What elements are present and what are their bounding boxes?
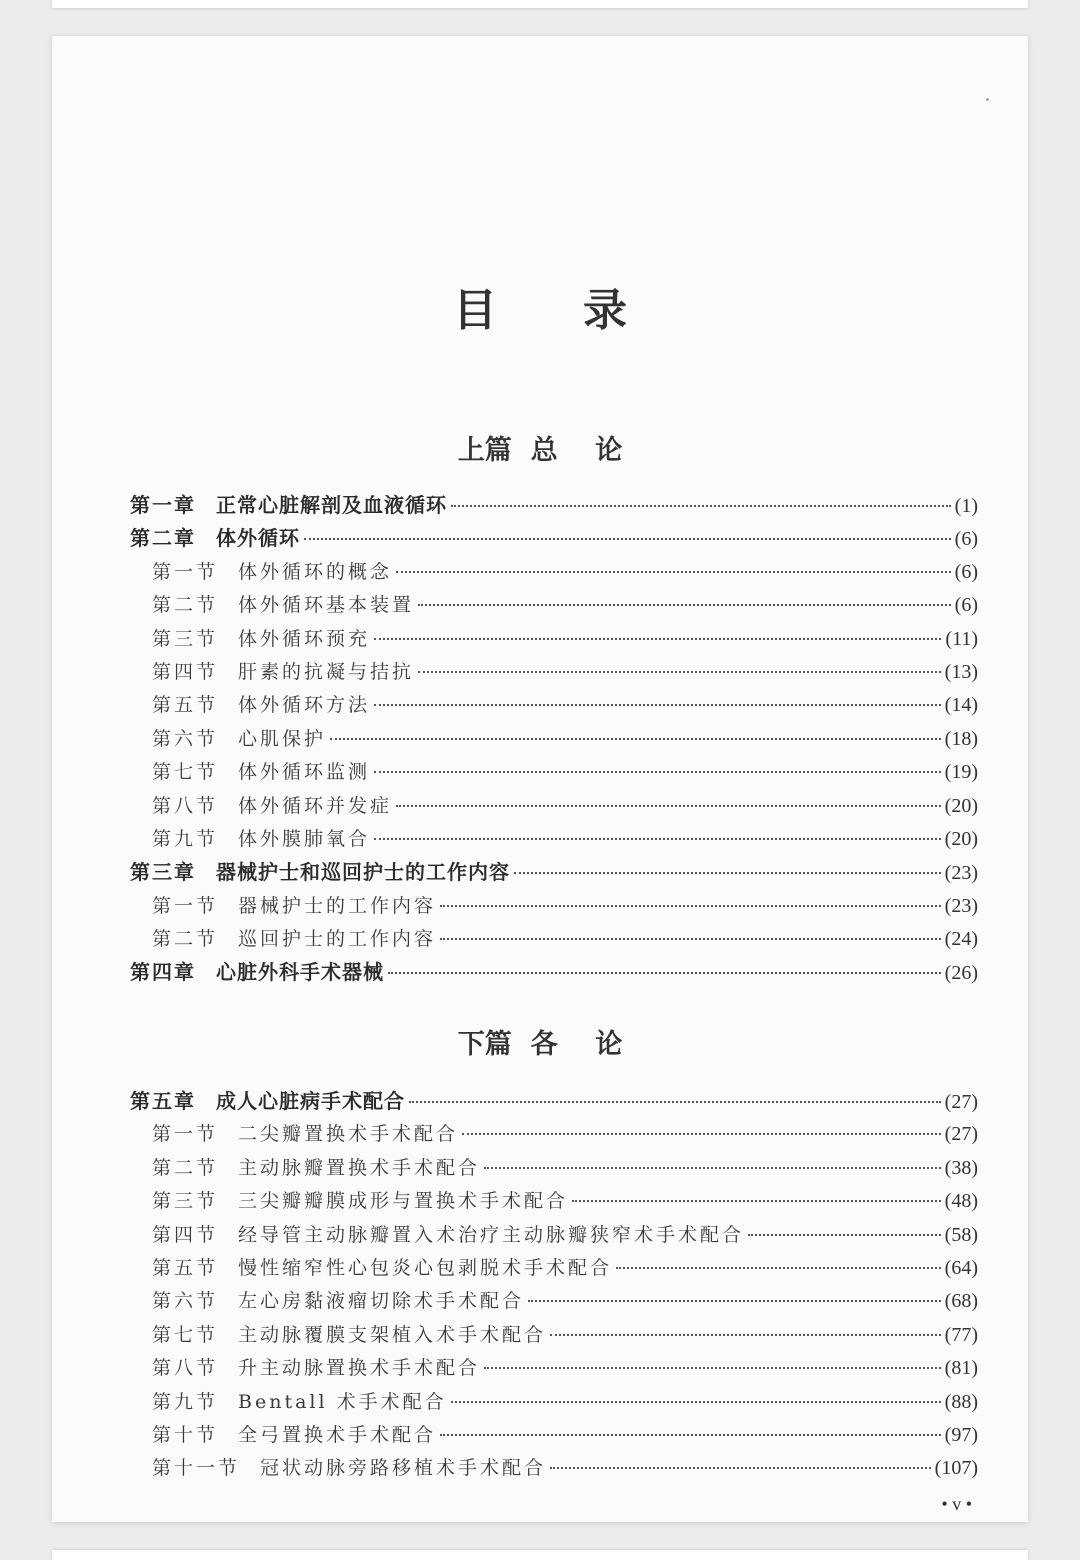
entry-title: 体外循环并发症 — [238, 794, 393, 817]
entry-title: 左心房黏液瘤切除术手术配合 — [238, 1290, 525, 1313]
dot-leader — [550, 1333, 941, 1336]
entry-title: 体外循环的概念 — [238, 560, 393, 583]
entry-page-number: (6) — [954, 560, 978, 583]
toc-entry-section — [130, 823, 978, 856]
toc-entry-section — [130, 756, 978, 789]
entry-number: 第十一节 — [152, 1457, 241, 1480]
toc-entry-section — [130, 623, 978, 656]
entry-number: 第十节 — [152, 1423, 219, 1446]
entry-title: 器械护士和巡回护士的工作内容 — [216, 860, 510, 885]
toc-entry-section — [130, 1285, 978, 1318]
toc-entry-section — [130, 656, 978, 689]
entry-page-number: (18) — [944, 727, 978, 750]
entry-page-number: (27) — [944, 1123, 978, 1146]
dot-leader — [396, 804, 941, 807]
entry-page-number: (68) — [944, 1290, 978, 1313]
toc-entry-section — [130, 790, 978, 823]
entry-page-number: (20) — [944, 794, 978, 817]
entry-title: 冠状动脉旁路移植术手术配合 — [260, 1457, 547, 1480]
part-title-1: 上篇 总 论 — [457, 435, 623, 466]
dot-leader — [388, 971, 941, 974]
dot-leader — [374, 637, 941, 640]
toc-entry-section — [130, 1252, 978, 1285]
entry-page-number: (26) — [944, 962, 978, 985]
entry-number: 第五节 — [152, 694, 219, 717]
dot-leader — [440, 1433, 941, 1436]
toc-list-part-1 — [130, 489, 978, 990]
entry-page-number: (11) — [945, 627, 978, 650]
toc-entry-section — [130, 1219, 978, 1252]
entry-number: 第六节 — [152, 1290, 219, 1313]
dot-leader — [418, 670, 941, 673]
document-page — [52, 36, 1028, 1522]
entry-number: 第八节 — [152, 1357, 219, 1380]
entry-page-number: (97) — [944, 1423, 978, 1446]
entry-title: 心脏外科手术器械 — [216, 960, 384, 985]
entry-title: 体外循环基本装置 — [238, 594, 415, 617]
toc-title: 目录 — [453, 285, 713, 336]
page-folio: • v • — [941, 1494, 972, 1514]
toc-entry-chapter — [130, 1085, 978, 1118]
entry-title: Bentall 术手术配合 — [238, 1390, 447, 1413]
entry-number: 第一节 — [152, 894, 219, 917]
entry-number: 第四节 — [152, 660, 219, 683]
entry-number: 第四节 — [152, 1223, 219, 1246]
entry-title: 主动脉覆膜支架植入术手术配合 — [238, 1323, 547, 1346]
entry-number: 第七节 — [152, 761, 219, 784]
toc-entry-chapter — [130, 522, 978, 555]
next-page-edge — [52, 1550, 1028, 1560]
dot-leader — [748, 1233, 941, 1236]
toc-entry-section — [130, 556, 978, 589]
dot-leader — [374, 703, 941, 706]
toc-entry-section — [130, 1452, 978, 1485]
entry-page-number: (38) — [944, 1156, 978, 1179]
entry-page-number: (27) — [944, 1091, 978, 1113]
toc-entry-section — [130, 589, 978, 622]
dot-leader — [484, 1166, 941, 1169]
entry-number: 第二节 — [152, 928, 219, 951]
entry-number: 第七节 — [152, 1323, 219, 1346]
entry-title: 全弓置换术手术配合 — [238, 1423, 437, 1446]
entry-page-number: (19) — [944, 761, 978, 784]
dot-leader — [330, 737, 941, 740]
dot-leader — [440, 937, 941, 940]
entry-number: 第五节 — [152, 1256, 219, 1279]
dot-leader — [374, 770, 941, 773]
toc-entry-chapter — [130, 956, 978, 989]
entry-number: 第九节 — [152, 827, 219, 850]
dot-leader — [451, 504, 951, 507]
entry-title: 肝素的抗凝与拮抗 — [238, 660, 415, 683]
entry-number: 第四章 — [130, 960, 196, 985]
entry-number: 第八节 — [152, 794, 219, 817]
entry-title: 升主动脉置换术手术配合 — [238, 1357, 481, 1380]
dot-leader — [396, 570, 951, 573]
dot-leader — [550, 1466, 931, 1469]
entry-page-number: (23) — [944, 894, 978, 917]
toc-entry-section — [130, 689, 978, 722]
entry-title: 慢性缩窄性心包炎心包剥脱术手术配合 — [238, 1256, 613, 1279]
toc-entry-section — [130, 1152, 978, 1185]
toc-list-part-2 — [130, 1085, 978, 1486]
dot-leader — [514, 871, 941, 874]
entry-page-number: (24) — [944, 928, 978, 951]
entry-number: 第二章 — [130, 526, 196, 551]
dot-leader — [484, 1366, 941, 1369]
entry-number: 第一节 — [152, 1123, 219, 1146]
entry-page-number: (88) — [944, 1390, 978, 1413]
dot-leader — [462, 1132, 941, 1135]
entry-title: 三尖瓣瓣膜成形与置换术手术配合 — [238, 1190, 569, 1213]
entry-number: 第九节 — [152, 1390, 219, 1413]
entry-title: 经导管主动脉瓣置入术治疗主动脉瓣狭窄术手术配合 — [238, 1223, 745, 1246]
entry-page-number: (81) — [944, 1357, 978, 1380]
entry-page-number: (77) — [944, 1323, 978, 1346]
entry-title: 体外循环预充 — [238, 627, 371, 650]
toc-entry-section — [130, 890, 978, 923]
toc-entry-section — [130, 1419, 978, 1452]
part-title-2: 下篇 各 论 — [457, 1029, 623, 1060]
entry-page-number: (1) — [954, 495, 978, 517]
entry-number: 第五章 — [130, 1089, 196, 1113]
entry-number: 第二节 — [152, 594, 219, 617]
toc-entry-section — [130, 723, 978, 756]
entry-number: 第六节 — [152, 727, 219, 750]
toc-entry-section — [130, 1118, 978, 1151]
toc-entry-chapter — [130, 856, 978, 889]
dot-leader — [409, 1100, 941, 1103]
entry-title: 体外膜肺氧合 — [238, 827, 371, 850]
entry-title: 巡回护士的工作内容 — [238, 928, 437, 951]
entry-title: 二尖瓣置换术手术配合 — [238, 1123, 459, 1146]
toc-entry-section — [130, 1386, 978, 1419]
toc-entry-section — [130, 1352, 978, 1385]
entry-page-number: (6) — [954, 594, 978, 617]
entry-number: 第一节 — [152, 560, 219, 583]
toc-entry-chapter — [130, 489, 978, 522]
scan-speck — [986, 98, 989, 101]
dot-leader — [374, 837, 941, 840]
entry-page-number: (20) — [944, 827, 978, 850]
entry-title: 体外循环方法 — [238, 694, 371, 717]
toc-entry-section — [130, 1319, 978, 1352]
entry-page-number: (58) — [944, 1223, 978, 1246]
entry-page-number: (107) — [934, 1457, 978, 1480]
entry-number: 第二节 — [152, 1156, 219, 1179]
entry-number: 第三节 — [152, 1190, 219, 1213]
dot-leader — [440, 904, 941, 907]
entry-number: 第一章 — [130, 493, 196, 517]
entry-number: 第三章 — [130, 860, 196, 885]
dot-leader — [304, 537, 951, 540]
dot-leader — [572, 1199, 941, 1202]
entry-page-number: (48) — [944, 1190, 978, 1213]
dot-leader — [451, 1400, 941, 1403]
entry-title: 体外循环监测 — [238, 761, 371, 784]
dot-leader — [528, 1299, 941, 1302]
toc-entry-section — [130, 923, 978, 956]
dot-leader — [616, 1266, 941, 1269]
entry-title: 体外循环 — [216, 526, 300, 551]
previous-page-edge — [52, 0, 1028, 8]
dot-leader — [418, 603, 951, 606]
entry-page-number: (13) — [944, 660, 978, 683]
entry-number: 第三节 — [152, 627, 219, 650]
entry-page-number: (14) — [944, 694, 978, 717]
entry-title: 成人心脏病手术配合 — [216, 1089, 405, 1113]
entry-page-number: (64) — [944, 1256, 978, 1279]
entry-title: 心肌保护 — [238, 727, 327, 750]
entry-title: 正常心脏解剖及血液循环 — [216, 493, 447, 517]
toc-entry-section — [130, 1185, 978, 1218]
entry-page-number: (6) — [954, 528, 978, 551]
entry-page-number: (23) — [944, 862, 978, 885]
entry-title: 主动脉瓣置换术手术配合 — [238, 1156, 481, 1179]
entry-title: 器械护士的工作内容 — [238, 894, 437, 917]
